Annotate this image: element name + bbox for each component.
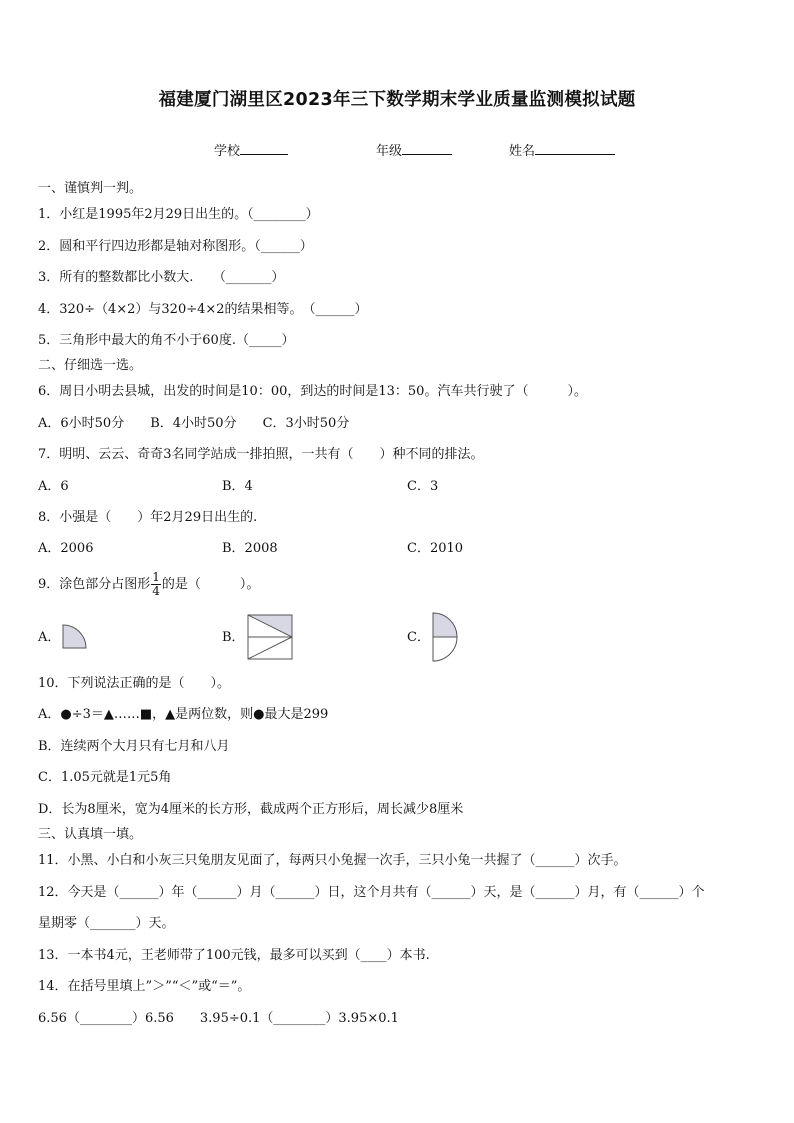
question-8: 8．小强是（ ）年2月29日出生的.: [38, 510, 258, 525]
question-8-option-b: B．2008: [222, 541, 278, 556]
quarter-circle-figure: [62, 624, 90, 650]
question-8-option-c: C．2010: [407, 541, 464, 556]
question-6-options: A．6小时50分 B．4小时50分 C．3小时50分: [38, 416, 350, 431]
question-14-items: 6.56（________）6.56 3.95÷0.1（________）3.95×0.1: [38, 1011, 399, 1026]
fraction-denominator: 4: [152, 584, 160, 598]
page-title: 福建厦门湖里区2023年三下数学期末学业质量监测模拟试题: [158, 90, 636, 110]
school-blank[interactable]: [240, 142, 288, 155]
question-7: 7．明明、云云、奇奇3名同学站成一排拍照，一共有（ ）种不同的排法。: [38, 447, 484, 462]
section-heading-1: 一、谨慎判一判。: [38, 181, 143, 196]
semicircle-shaded: [433, 613, 457, 637]
grade-blank[interactable]: [402, 142, 452, 155]
question-11: 11．小黑、小白和小灰三只兔朋友见面了，每两只小兔握一次手，三只小兔一共握了（______）次手。: [38, 853, 627, 868]
question-3: 3．所有的整数都比小数大. （_______）: [38, 270, 285, 285]
question-9-option-b: B．: [222, 630, 245, 645]
semicircle-unshaded: [433, 637, 457, 661]
fraction-numerator: 1: [152, 570, 160, 584]
question-5: 5．三角形中最大的角不小于60度.（_____）: [38, 333, 295, 348]
question-4: 4．320÷（4×2）与320÷4×2的结果相等。 （______）: [38, 302, 368, 317]
question-7-option-c: C．3: [407, 479, 439, 494]
question-9-option-c: C．: [407, 630, 430, 645]
question-12: 12．今天是（______）年（______）月（______）日，这个月共有（______）天，是（______）月，有（______）个: [38, 885, 705, 900]
question-6: 6．周日小明去县城，出发的时间是10：00，到达的时间是13：50。汽车共行驶了（ ）。: [38, 384, 587, 399]
question-9-text-end: 的是（ ）。: [161, 577, 260, 592]
question-7-option-b: B．4: [222, 479, 253, 494]
question-13: 13．一本书4元，王老师带了100元钱，最多可以买到（____）本书.: [38, 948, 430, 963]
name-blank[interactable]: [535, 142, 615, 155]
question-10-option-b: B．连续两个大月只有七月和八月: [38, 739, 230, 754]
question-10: 10．下列说法正确的是（ ）。: [38, 676, 231, 691]
school-label: 学校: [214, 144, 241, 159]
question-10-option-d: D．长为8厘米，宽为4厘米的长方形，截成两个正方形后，周长减少8厘米: [38, 802, 464, 817]
question-10-option-c: C．1.05元就是1元5角: [38, 770, 172, 785]
name-label: 姓名: [509, 144, 536, 159]
section-heading-3: 三、认真填一填。: [38, 827, 143, 842]
school-field[interactable]: [214, 140, 288, 159]
semicircle-figure: [432, 612, 460, 662]
grade-label: 年级: [376, 144, 403, 159]
question-8-option-a: A．2006: [38, 541, 94, 556]
question-9-option-a: A．: [38, 630, 61, 645]
question-12-continued: 星期零（_______）天。: [38, 916, 175, 931]
question-1: 1．小红是1995年2月29日出生的。（________）: [38, 207, 319, 222]
question-2: 2．圆和平行四边形都是轴对称图形。（______）: [38, 239, 313, 254]
question-9: [38, 570, 259, 600]
quarter-circle-shaded: [63, 625, 86, 648]
grade-field[interactable]: [376, 140, 452, 159]
section-heading-2: 二、仔细选一选。: [38, 358, 143, 373]
question-9-text: 9．涂色部分占图形: [38, 577, 151, 592]
name-field[interactable]: [509, 140, 615, 159]
question-14: 14．在括号里填上”＞”“＜”或“＝”。: [38, 979, 251, 994]
fraction-one-quarter: [151, 571, 161, 598]
square-figure: [247, 614, 293, 661]
question-10-option-a: A．●÷3＝▲……■，▲是两位数，则●最大是299: [38, 707, 329, 722]
question-7-option-a: A．6: [38, 479, 69, 494]
